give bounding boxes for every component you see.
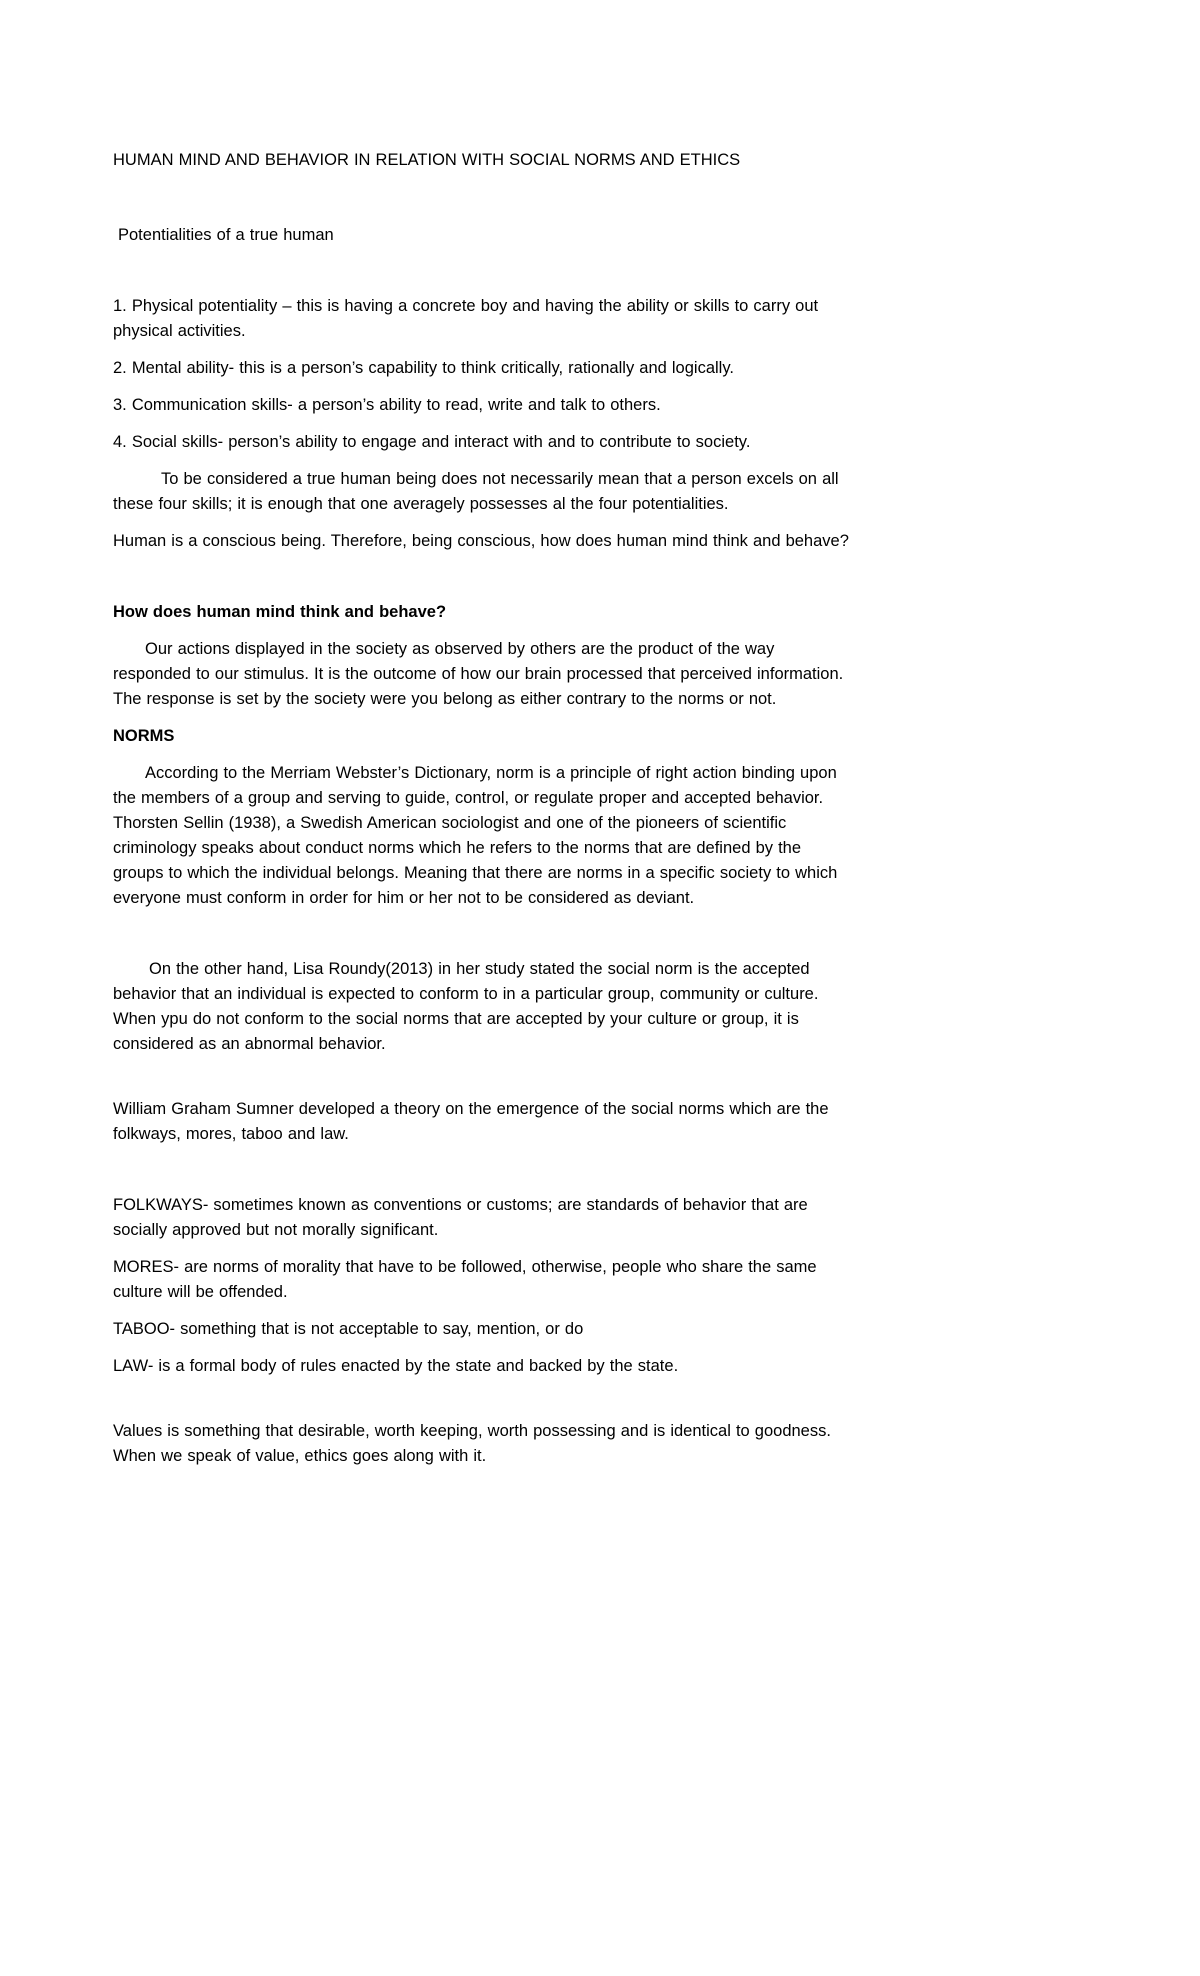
paragraph-law: LAW- is a formal body of rules enacted by the state and backed by the state. [113,1357,679,1375]
paragraph-mores: MORES- are norms of morality that have to be followed, otherwise, people who share the same culture will be offended. [113,1258,817,1301]
heading-norms: NORMS [113,727,175,745]
paragraph-taboo: TABOO- something that is not acceptable to say, mention, or do [113,1320,584,1338]
paragraph-our-actions: Our actions displayed in the society as observed by others are the product of the way responded to our stimulus. It is the outcome of how our brain processed that perceived information. The response is set by the society were you belong as either contrary to the norms or not. [113,640,844,708]
potentiality-item-physical: 1. Physical potentiality – this is having a concrete boy and having the ability or skills to carry out physical activities. [113,297,819,340]
paragraph-folkways: FOLKWAYS- sometimes known as conventions or customs; are standards of behavior that are socially approved but not morally significant. [113,1196,808,1239]
document-content [113,148,855,1469]
paragraph-values: Values is something that desirable, worth keeping, worth possessing and is identical to goodness. When we speak of value, ethics goes along with it. [113,1422,831,1465]
potentiality-item-mental: 2. Mental ability- this is a person’s capability to think critically, rationally and logically. [113,359,734,377]
paragraph-lisa-roundy: On the other hand, Lisa Roundy(2013) in her study stated the social norm is the accepted behavior that an individual is expected to conform to in a particular group, community or culture. When ypu do not conform to the social norms that are accepted by your culture or group, it is considered as an abnormal behavior. [113,960,819,1053]
paragraph-true-human: To be considered a true human being does not necessarily mean that a person excels on all these four skills; it is enough that one averagely possesses al the four potentialities. [113,470,839,513]
heading-how-mind-thinks: How does human mind think and behave? [113,603,447,621]
potentiality-item-social: 4. Social skills- person’s ability to engage and interact with and to contribute to society. [113,433,751,451]
paragraph-merriam-webster: According to the Merriam Webster’s Dictionary, norm is a principle of right action binding upon the members of a group and serving to guide, control, or regulate proper and accepted behavior. Thorsten Sellin (1938), a Swedish American sociologist and one of the pioneers of scientific criminology speaks about conduct norms which he refers to the norms that are defined by the groups to which the individual belongs. Meaning that there are norms in a specific society to which everyone must conform in order for him or her not to be considered as deviant. [113,764,838,907]
paragraph-conscious-being: Human is a conscious being. Therefore, being conscious, how does human mind think and behave? [113,532,849,550]
potentiality-item-communication: 3. Communication skills- a person’s ability to read, write and talk to others. [113,396,661,414]
document-subtitle: Potentialities of a true human [118,226,334,244]
paragraph-william-sumner: William Graham Sumner developed a theory on the emergence of the social norms which are the folkways, mores, taboo and law. [113,1100,829,1143]
document-title: HUMAN MIND AND BEHAVIOR IN RELATION WITH SOCIAL NORMS AND ETHICS [113,151,741,169]
